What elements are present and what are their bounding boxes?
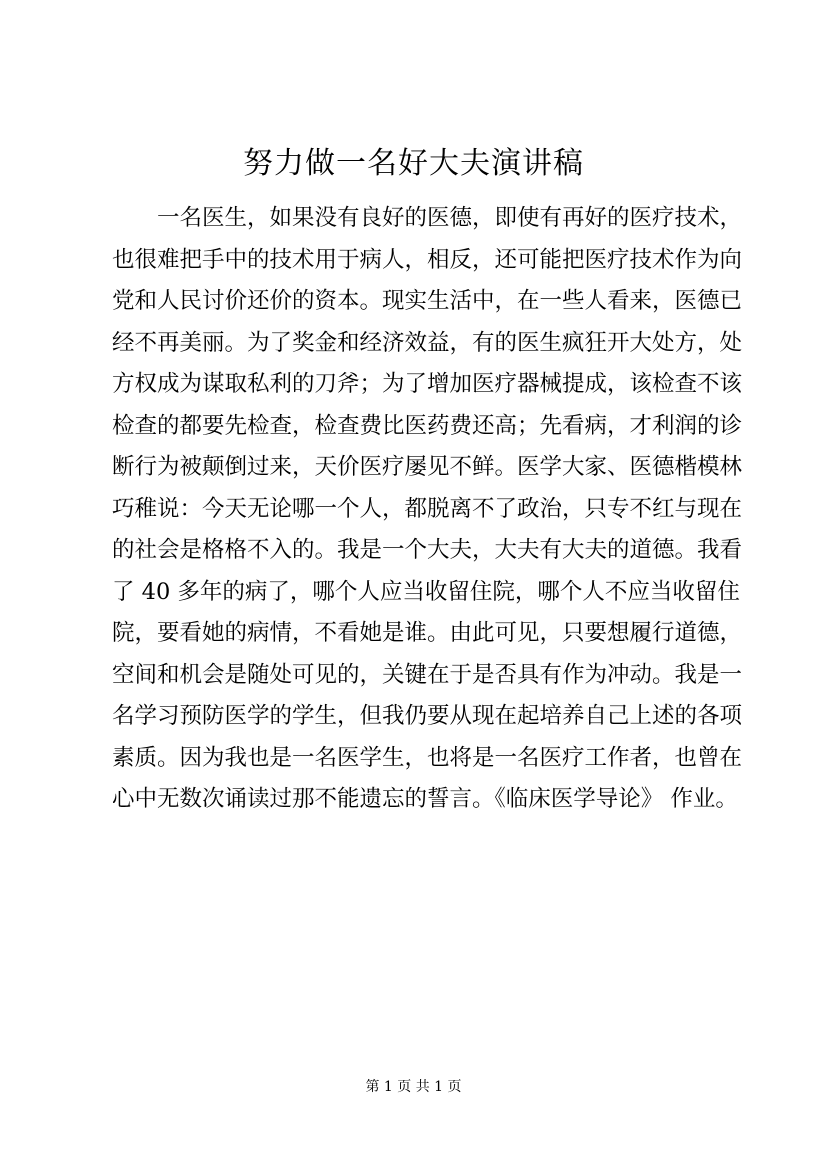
paragraph-line: 一名医生，如果没有良好的医德，即使有再好的医疗技术， [157, 205, 743, 231]
paragraph-line: 检查的都要先检查，检查费比医药费还高；先看病，才利润的诊 [112, 412, 743, 439]
paragraph-line: 方权成为谋取私利的刀斧；为了增加医疗器械提成，该检查不该 [112, 371, 743, 397]
paragraph-line: 党和人民讨价还价的资本。现实生活中，在一些人看来，医德已 [112, 288, 743, 314]
paragraph-line: 的社会是格格不入的。我是一个大夫，大夫有大夫的道德。我看 [112, 537, 743, 563]
document-title: 努力做一名好大夫演讲稿 [243, 146, 584, 181]
paragraph-line: 断行为被颠倒过来，天价医疗屡见不鲜。医学大家、医德楷模林 [112, 454, 743, 480]
paragraph-line: 也很难把手中的技术用于病人，相反，还可能把医疗技术作为向 [112, 246, 743, 273]
paragraph-line: 院，要看她的病情，不看她是谁。由此可见，只要想履行道德， [112, 620, 743, 646]
paragraph-line: 心中无数次诵读过那不能遗忘的誓言。《临床医学导论》 作业。 [112, 786, 738, 812]
paragraph-line: 了 40 多年的病了，哪个人应当收留住院，哪个人不应当收留住 [112, 578, 740, 605]
document-body [112, 198, 743, 821]
paragraph-line: 空间和机会是随处可见的，关键在于是否具有作为冲动。我是一 [112, 661, 743, 688]
paragraph-line: 名学习预防医学的学生，但我仍要从现在起培养自己上述的各项 [112, 703, 743, 729]
page-number-footer: 第 1 页 共 1 页 [365, 1079, 462, 1095]
paragraph-line: 素质。因为我也是一名医学生，也将是一名医疗工作者，也曾在 [112, 744, 743, 771]
paragraph-line: 巧稚说：今天无论哪一个人，都脱离不了政治，只专不红与现在 [112, 495, 743, 522]
paragraph-line: 经不再美丽。为了奖金和经济效益，有的医生疯狂开大处方，处 [112, 329, 743, 356]
